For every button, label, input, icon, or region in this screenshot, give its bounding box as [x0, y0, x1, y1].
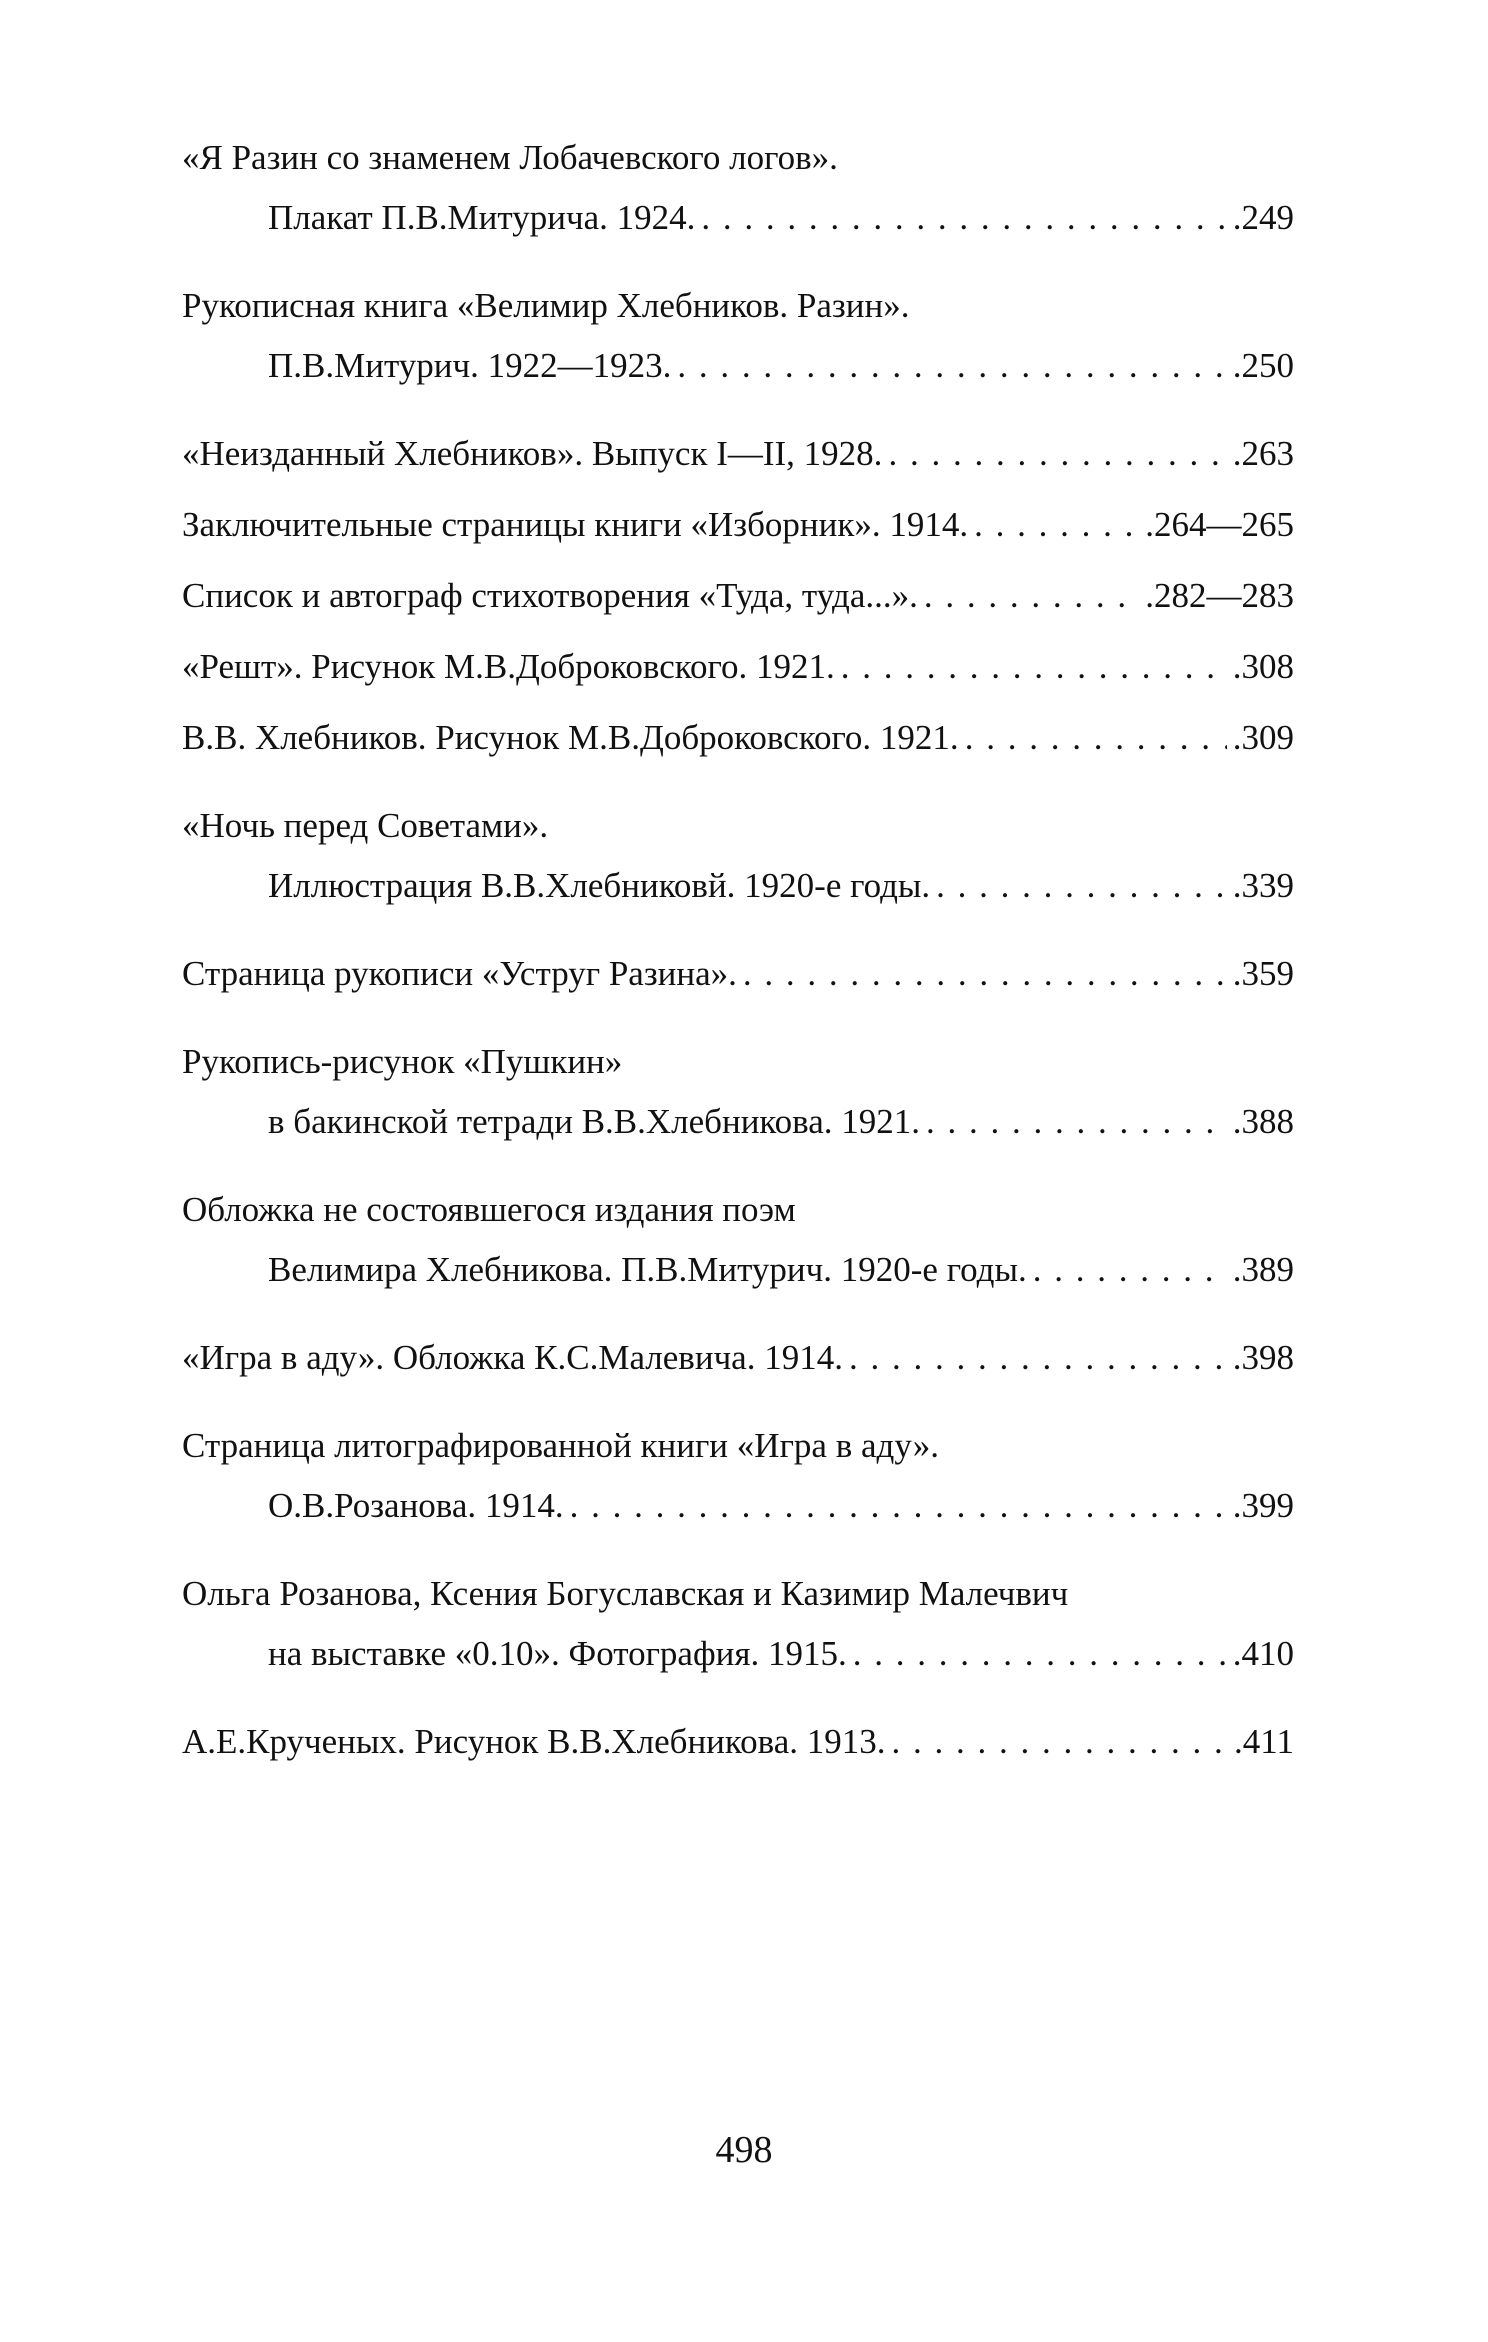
toc-entry-page: .388 [1232, 1102, 1294, 1141]
toc-entry-caption: «Игра в аду». Обложка К.С.Малевича. 1914. [182, 1338, 843, 1377]
dot-leader [701, 188, 1226, 248]
toc-entry [182, 424, 1294, 484]
toc-entry-caption: Заключительные страницы книги «Изборник». 1914. [182, 505, 969, 544]
toc-entry [182, 637, 1294, 697]
toc-entry-caption: в бакинской тетради В.В.Хлебникова. 1921. [268, 1102, 921, 1141]
dot-leader [924, 566, 1139, 626]
toc-entry-page: .410 [1232, 1634, 1294, 1673]
toc-entry [182, 1564, 1294, 1684]
toc-entry-caption: «Неизданный Хлебников». Выпуск I—II, 1928. [182, 434, 883, 473]
toc-entry-page: .339 [1232, 866, 1294, 905]
toc-entry-line [182, 1476, 1294, 1536]
toc-entry-caption: «Решт». Рисунок М.В.Доброковского. 1921. [182, 647, 835, 686]
dot-leader [936, 856, 1227, 916]
toc-entry-line [182, 1328, 1294, 1388]
toc-entry-line [182, 566, 1294, 626]
toc-entry-caption: А.Е.Крученых. Рисунок В.В.Хлебникова. 1913. [182, 1722, 886, 1761]
toc-entry-caption: Велимира Хлебникова. П.В.Митурич. 1920-е годы. [268, 1250, 1027, 1289]
toc-entry-title: Обложка не состоявшегося издания поэм [182, 1190, 796, 1229]
dot-leader [677, 336, 1226, 396]
toc-entry-title: Рукопись-рисунок «Пушкин» [182, 1042, 623, 1081]
toc-entry-page: .263 [1232, 434, 1294, 473]
dot-leader [1033, 1240, 1227, 1300]
toc-entry-title: Ольга Розанова, Ксения Богуславская и Казимир Малечвич [182, 1574, 1069, 1613]
toc-entry-caption: Страница рукописи «Уструг Разина». [182, 954, 737, 993]
toc-entry-page: .282—283 [1145, 576, 1294, 615]
toc-entry-caption: Иллюстрация В.В.Хлебниковй. 1920-е годы. [268, 866, 931, 905]
dot-leader [926, 1092, 1227, 1152]
dot-leader [743, 944, 1227, 1004]
toc-entry-title: «Ночь перед Советами». [182, 806, 549, 845]
toc-entry-caption: П.В.Митурич. 1922—1923. [268, 346, 672, 385]
toc-entry-page: .309 [1232, 718, 1294, 757]
toc-entry [182, 566, 1294, 626]
toc-entry-caption: на выставке «0.10». Фотография. 1915. [268, 1634, 847, 1673]
toc-entry-page: .308 [1232, 647, 1294, 686]
toc-entry-page: .389 [1232, 1250, 1294, 1289]
toc-entry-page: .399 [1232, 1486, 1294, 1525]
toc-entry [182, 1180, 1294, 1300]
toc-entry-line [182, 637, 1294, 697]
dot-leader [849, 1328, 1227, 1388]
toc-entry-page: .264—265 [1145, 505, 1294, 544]
toc-entry-page: .359 [1232, 954, 1294, 993]
toc-entry-line [182, 336, 1294, 396]
toc-entry-caption: Список и автограф стихотворения «Туда, туда...». [182, 576, 918, 615]
toc-entry-caption: В.В. Хлебников. Рисунок М.В.Доброковского. 1921. [182, 718, 959, 757]
toc-entry-caption: О.В.Розанова. 1914. [268, 1486, 564, 1525]
toc-entry [182, 1328, 1294, 1388]
toc-entry-line [182, 708, 1294, 768]
list-of-illustrations [182, 128, 1294, 1800]
dot-leader [965, 708, 1227, 768]
toc-entry-line [182, 1092, 1294, 1152]
dot-leader [570, 1476, 1227, 1536]
toc-entry-line [182, 1624, 1294, 1684]
toc-entry [182, 1712, 1294, 1772]
toc-entry-title: «Я Разин со знаменем Лобачевского логов». [182, 138, 838, 177]
dot-leader [853, 1624, 1227, 1684]
toc-entry [182, 708, 1294, 768]
toc-entry [182, 276, 1294, 396]
dot-leader [892, 1712, 1229, 1772]
toc-entry-page: .249 [1232, 198, 1294, 237]
page-number: 498 [715, 2129, 773, 2171]
toc-entry-line [182, 424, 1294, 484]
toc-entry-page: .398 [1232, 1338, 1294, 1377]
toc-entry-title: Страница литографированной книги «Игра в аду». [182, 1426, 939, 1465]
toc-entry [182, 128, 1294, 248]
toc-entry-line [182, 944, 1294, 1004]
dot-leader [841, 637, 1227, 697]
toc-entry [182, 944, 1294, 1004]
toc-entry [182, 796, 1294, 916]
toc-entry-line [182, 495, 1294, 555]
toc-entry [182, 1416, 1294, 1536]
toc-entry-page: .250 [1232, 346, 1294, 385]
toc-entry [182, 1032, 1294, 1152]
toc-entry-page: .411 [1234, 1722, 1294, 1761]
toc-entry-line [182, 856, 1294, 916]
toc-entry-line [182, 188, 1294, 248]
dot-leader [888, 424, 1226, 484]
dot-leader [974, 495, 1139, 555]
toc-entry-line [182, 1240, 1294, 1300]
toc-entry-caption: Плакат П.В.Митурича. 1924. [268, 198, 696, 237]
toc-entry [182, 495, 1294, 555]
toc-entry-line [182, 1712, 1294, 1772]
toc-entry-title: Рукописная книга «Велимир Хлебников. Разин». [182, 286, 910, 325]
